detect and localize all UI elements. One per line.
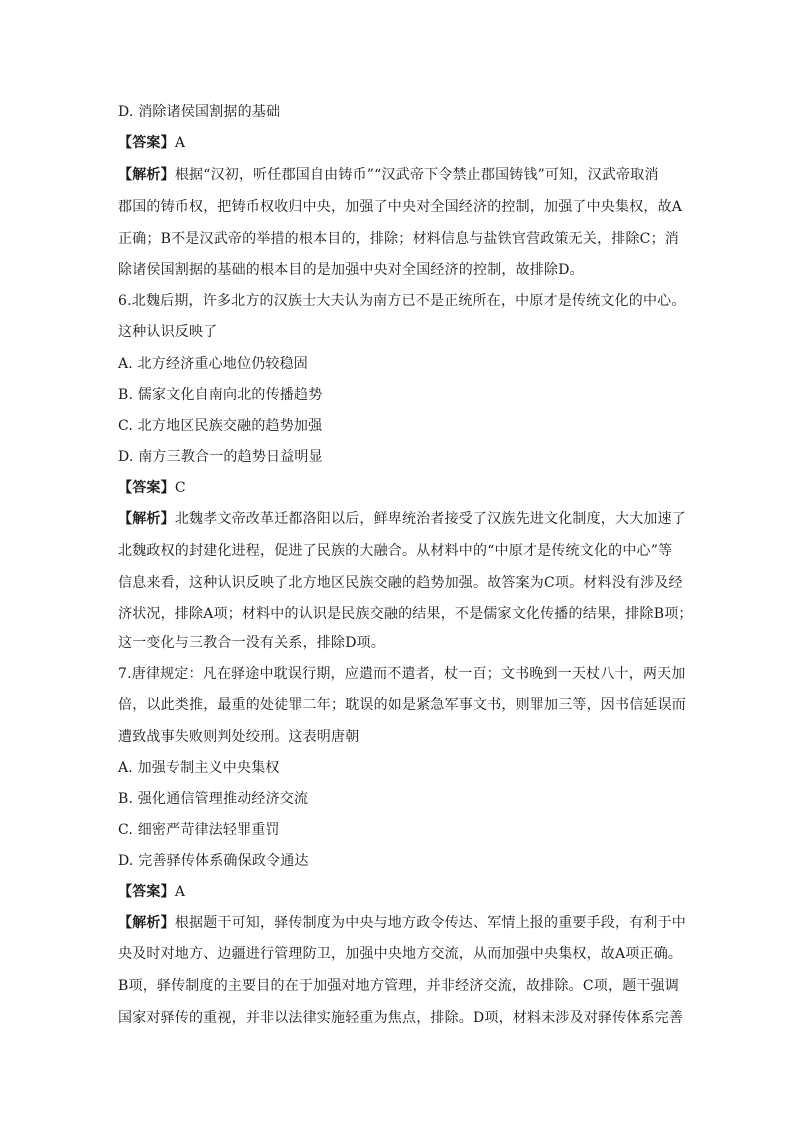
q6-answer	[118, 478, 186, 498]
q5-option-d: D. 消除诸侯国割据的基础	[118, 104, 281, 120]
analysis-text: 根据题干可知，驿传制度为中央与地方政令传达、军情上报的重要手段，有利于中	[174, 915, 687, 931]
q7-option-b: B. 强化通信管理推动经济交流	[118, 791, 309, 807]
q6-analysis-line: 济状况，排除A项；材料中的认识是民族交融的结果，不是儒家文化传播的结果，排除B项；	[118, 606, 693, 622]
q5-analysis-line	[118, 165, 659, 185]
q5-analysis-line: 除诸侯国割据的基础的根本目的是加强中央对全国经济的控制，故排除D。	[118, 262, 584, 278]
analysis-text: 根据“汉初，听任郡国自由铸币”“汉武帝下令禁止郡国铸钱”可知，汉武帝取消	[174, 167, 659, 183]
answer-tag: 【答案】	[118, 135, 175, 151]
q7-stem-line: 7.唐律规定：凡在驿途中耽误行期，应遣而不遣者，杖一百；文书晚到一天杖八十，两天加	[118, 666, 686, 682]
q7-option-d: D. 完善驿传体系确保政令通达	[118, 853, 309, 869]
q6-option-b: B. 儒家文化自南向北的传播趋势	[118, 387, 323, 403]
answer-value: C	[174, 480, 186, 496]
q7-analysis-line: 央及时对地方、边疆进行管理防卫，加强中央地方交流，从而加强中央集权，故A项正确。	[118, 946, 683, 962]
analysis-text: 北魏孝文帝改革迁都洛阳以后，鲜卑统治者接受了汉族先进文化制度，大大加速了	[174, 511, 687, 527]
q7-analysis-line: 国家对驿传的重视，并非以法律实施轻重为焦点，排除。D项，材料未涉及对驿传体系完善	[118, 1010, 684, 1026]
q6-option-a: A. 北方经济重心地位仍较稳固	[118, 356, 309, 372]
q6-stem-line: 这种认识反映了	[118, 324, 218, 340]
q7-option-c: C. 细密严苛律法轻罪重罚	[118, 822, 280, 838]
q5-analysis-line: 正确；B不是汉武帝的举措的根本目的，排除；材料信息与盐铁官营政策无关，排除C；消	[118, 231, 679, 247]
q6-analysis-line: 这一变化与三教合一没有关系，排除D项。	[118, 635, 386, 651]
analysis-tag: 【解析】	[118, 511, 175, 527]
q6-option-c: C. 北方地区民族交融的趋势加强	[118, 418, 323, 434]
q6-option-d: D. 南方三教合一的趋势日益明显	[118, 449, 323, 465]
q7-analysis-line: B项，驿传制度的主要目的在于加强对地方管理，并非经济交流，故排除。C项，题干强调	[118, 978, 679, 994]
q7-analysis-line	[118, 913, 686, 933]
q7-answer	[118, 882, 185, 902]
analysis-tag: 【解析】	[118, 167, 175, 183]
q7-stem-line: 倍，以此类推，最重的处徒罪二年；耽误的如是紧急军事文书，则罪加三等，因书信延误而	[118, 697, 686, 713]
analysis-tag: 【解析】	[118, 915, 175, 931]
q6-stem-line: 6.北魏后期，许多北方的汉族士大夫认为南方已不是正统所在，中原才是传统文化的中心。	[118, 293, 686, 309]
q6-analysis-line: 信息来看，这种认识反映了北方地区民族交融的趋势加强。故答案为C项。材料没有涉及经	[118, 575, 683, 591]
q5-analysis-line: 郡国的铸币权，把铸币权收归中央，加强了中央对全国经济的控制，加强了中央集权，故A	[118, 199, 683, 215]
q6-analysis-line	[118, 509, 686, 529]
answer-value: A	[174, 135, 186, 151]
q6-analysis-line: 北魏政权的封建化进程，促进了民族的大融合。从材料中的“中原才是传统文化的中心”等	[118, 543, 673, 559]
q7-option-a: A. 加强专制主义中央集权	[118, 760, 280, 776]
answer-tag: 【答案】	[118, 884, 175, 900]
answer-value: A	[174, 884, 186, 900]
q7-stem-line: 遭致战事失败则判处绞刑。这表明唐朝	[118, 729, 360, 745]
answer-tag: 【答案】	[118, 480, 175, 496]
q5-answer	[118, 133, 185, 153]
